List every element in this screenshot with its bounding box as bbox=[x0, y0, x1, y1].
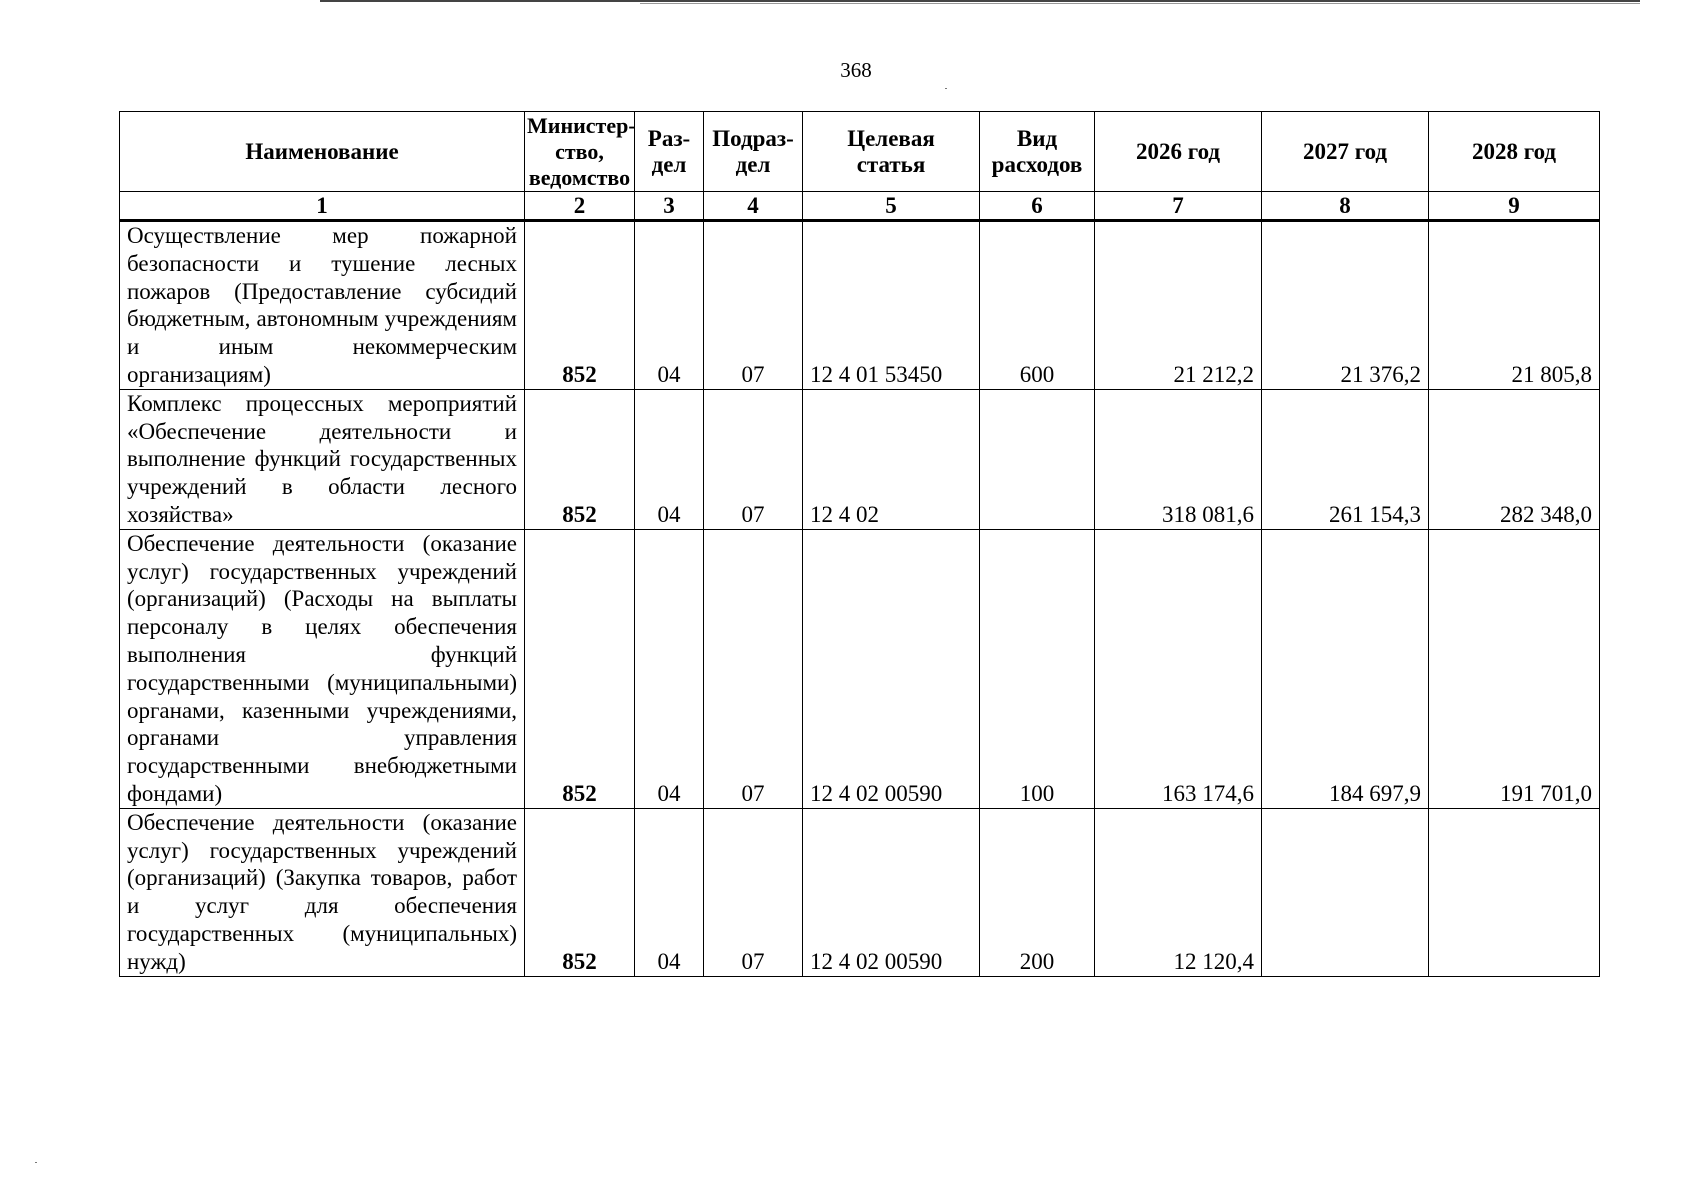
row-2026: 163 174,6 bbox=[1095, 529, 1262, 808]
row-section: 04 bbox=[635, 808, 704, 976]
row-2028 bbox=[1429, 808, 1600, 976]
scan-speck bbox=[35, 1162, 37, 1163]
column-number: 8 bbox=[1262, 192, 1429, 221]
row-section: 04 bbox=[635, 389, 704, 529]
column-number: 1 bbox=[120, 192, 525, 221]
budget-table bbox=[119, 111, 1600, 977]
header-2026: 2026 год bbox=[1095, 112, 1262, 192]
row-expense-type bbox=[980, 389, 1095, 529]
row-target-article: 12 4 01 53450 bbox=[803, 221, 980, 390]
row-expense-type: 600 bbox=[980, 221, 1095, 390]
row-2026: 12 120,4 bbox=[1095, 808, 1262, 976]
scan-speck bbox=[945, 88, 947, 89]
row-expense-type: 100 bbox=[980, 529, 1095, 808]
row-target-article: 12 4 02 bbox=[803, 389, 980, 529]
header-ministry: Министер- ство, ведомство bbox=[525, 112, 635, 192]
row-2028: 21 805,8 bbox=[1429, 221, 1600, 390]
row-2028: 191 701,0 bbox=[1429, 529, 1600, 808]
row-ministry: 852 bbox=[525, 221, 635, 390]
row-2026: 21 212,2 bbox=[1095, 221, 1262, 390]
column-number: 4 bbox=[704, 192, 803, 221]
header-target-article: Целевая статья bbox=[803, 112, 980, 192]
row-name: Обеспечение деятельности (оказание услуг) государственных учреждений (организаций) (Расходы на выплаты персоналу в целях обеспечения выполнения функций государственными (муниципальными) органами, казенными учреждениями, органами управления государственными внебюджетными фондами) bbox=[120, 529, 525, 808]
column-number-row bbox=[120, 192, 1600, 221]
row-2026: 318 081,6 bbox=[1095, 389, 1262, 529]
row-name: Обеспечение деятельности (оказание услуг) государственных учреждений (организаций) (Закупка товаров, работ и услуг для обеспечения государственных (муниципальных) нужд) bbox=[120, 808, 525, 976]
header-name: Наименование bbox=[120, 112, 525, 192]
column-number: 3 bbox=[635, 192, 704, 221]
column-number: 7 bbox=[1095, 192, 1262, 221]
row-ministry: 852 bbox=[525, 389, 635, 529]
row-name: Осуществление мер пожарной безопасности и тушение лесных пожаров (Предоставление субсидий бюджетным, автономным учреждениям и иным некоммерческим организациям) bbox=[120, 221, 525, 390]
row-2027 bbox=[1262, 808, 1429, 976]
page-number: 368 bbox=[840, 58, 872, 82]
column-number: 5 bbox=[803, 192, 980, 221]
row-ministry: 852 bbox=[525, 808, 635, 976]
row-subsection: 07 bbox=[704, 529, 803, 808]
table-row bbox=[120, 221, 1600, 390]
table-row bbox=[120, 389, 1600, 529]
row-target-article: 12 4 02 00590 bbox=[803, 529, 980, 808]
column-number: 9 bbox=[1429, 192, 1600, 221]
row-2027: 261 154,3 bbox=[1262, 389, 1429, 529]
header-expense-type: Вид расходов bbox=[980, 112, 1095, 192]
column-number: 2 bbox=[525, 192, 635, 221]
table-row bbox=[120, 529, 1600, 808]
row-name: Комплекс процессных мероприятий «Обеспечение деятельности и выполнение функций государственных учреждений в области лесного хозяйства» bbox=[120, 389, 525, 529]
top-border-line-thin bbox=[640, 3, 1640, 4]
column-number: 6 bbox=[980, 192, 1095, 221]
row-ministry: 852 bbox=[525, 529, 635, 808]
row-section: 04 bbox=[635, 529, 704, 808]
row-section: 04 bbox=[635, 221, 704, 390]
row-subsection: 07 bbox=[704, 808, 803, 976]
table-row bbox=[120, 808, 1600, 976]
header-row bbox=[120, 112, 1600, 192]
row-2028: 282 348,0 bbox=[1429, 389, 1600, 529]
row-expense-type: 200 bbox=[980, 808, 1095, 976]
row-2027: 184 697,9 bbox=[1262, 529, 1429, 808]
row-subsection: 07 bbox=[704, 221, 803, 390]
row-subsection: 07 bbox=[704, 389, 803, 529]
row-2027: 21 376,2 bbox=[1262, 221, 1429, 390]
header-section: Раз- дел bbox=[635, 112, 704, 192]
top-border-line bbox=[320, 0, 1640, 2]
header-2027: 2027 год bbox=[1262, 112, 1429, 192]
header-subsection: Подраз- дел bbox=[704, 112, 803, 192]
row-target-article: 12 4 02 00590 bbox=[803, 808, 980, 976]
header-2028: 2028 год bbox=[1429, 112, 1600, 192]
